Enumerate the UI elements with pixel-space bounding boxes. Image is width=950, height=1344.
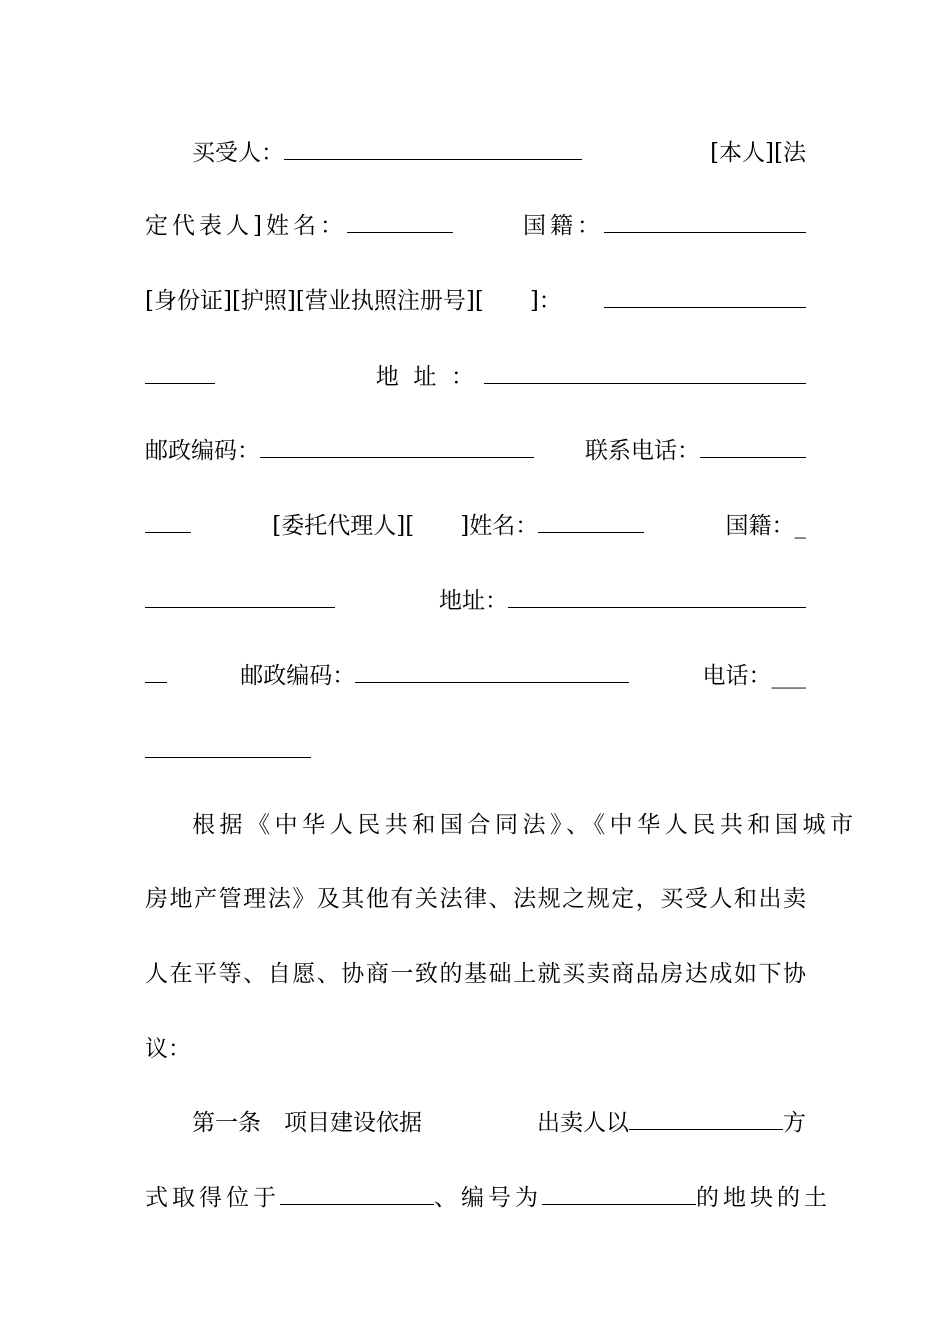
agent-phone-label: 电话：___ bbox=[702, 663, 806, 689]
preamble-line-4: 议： bbox=[145, 1036, 191, 1062]
buyer-label: 买受人： bbox=[192, 140, 284, 166]
agent-address-blank-cont[interactable] bbox=[145, 662, 167, 683]
buyer-address-line bbox=[145, 362, 806, 392]
article1-location-blank[interactable] bbox=[280, 1184, 434, 1205]
article1-text2a: 式取得位于 bbox=[145, 1185, 280, 1211]
agent-line bbox=[145, 511, 806, 541]
buyer-postal-line bbox=[145, 436, 806, 466]
buyer-postal-label: 邮政编码： bbox=[145, 438, 260, 464]
buyer-address-label: 地 址 ： bbox=[375, 364, 474, 390]
agent-postal-label: 邮政编码： bbox=[240, 663, 356, 689]
buyer-line bbox=[145, 138, 806, 168]
buyer-nationality-label: 国籍： bbox=[523, 213, 604, 239]
buyer-phone-blank[interactable] bbox=[700, 437, 806, 458]
agent-name-label: ]姓名： bbox=[460, 513, 539, 539]
buyer-nationality-blank[interactable] bbox=[604, 212, 806, 233]
article1-text2c: 的地块的土 bbox=[696, 1185, 831, 1211]
buyer-id-number-blank[interactable] bbox=[604, 287, 806, 308]
agent-postal-blank[interactable] bbox=[355, 662, 629, 683]
article1-method-blank[interactable] bbox=[629, 1109, 783, 1130]
agent-address-blank[interactable] bbox=[508, 587, 806, 608]
article1-text1: 出卖人以 bbox=[537, 1110, 629, 1136]
article1-text2b: 、编号为 bbox=[434, 1185, 542, 1211]
buyer-phone-blank-cont[interactable] bbox=[145, 512, 191, 533]
buyer-phone-label: 联系电话： bbox=[585, 438, 700, 464]
preamble-line-2: 房地产管理法》及其他有关法律、法规之规定，买受人和出卖 bbox=[145, 886, 806, 912]
buyer-id-types: [身份证][护照][营业执照注册号][ bbox=[145, 288, 484, 314]
article1-line-2 bbox=[145, 1183, 831, 1213]
agent-nationality-blank[interactable] bbox=[145, 587, 335, 608]
agent-label: [委托代理人][ bbox=[272, 513, 415, 539]
article1-parcel-number-blank[interactable] bbox=[542, 1184, 696, 1205]
buyer-rep-part1: [本人][法 bbox=[710, 140, 806, 166]
agent-address-line bbox=[145, 586, 806, 616]
agent-name-blank[interactable] bbox=[538, 512, 644, 533]
agent-nationality-label: 国籍：_ bbox=[725, 513, 806, 539]
buyer-rep-name-blank[interactable] bbox=[347, 212, 453, 233]
preamble-line-1: 根据《中华人民共和国合同法》、《中华人民共和国城市 bbox=[192, 812, 853, 838]
agent-phone-cont-line bbox=[145, 736, 806, 766]
agent-phone-blank-cont[interactable] bbox=[145, 737, 311, 758]
article1-title: 第一条 项目建设依据 bbox=[192, 1110, 422, 1136]
buyer-rep-line bbox=[145, 211, 806, 241]
buyer-address-blank[interactable] bbox=[484, 363, 806, 384]
article1-line-1 bbox=[145, 1108, 806, 1138]
preamble-line-3: 人在平等、自愿、协商一致的基础上就买卖商品房达成如下协 bbox=[145, 961, 806, 987]
buyer-id-close: ]： bbox=[529, 288, 562, 314]
buyer-postal-blank[interactable] bbox=[260, 437, 534, 458]
agent-address-label: 地址： bbox=[439, 588, 508, 614]
article1-text1-end: 方 bbox=[783, 1110, 806, 1136]
buyer-rep-part2: 定代表人]姓名： bbox=[145, 213, 347, 239]
buyer-id-number-blank-cont[interactable] bbox=[145, 363, 215, 384]
agent-postal-line bbox=[145, 661, 806, 691]
buyer-name-blank[interactable] bbox=[284, 139, 582, 160]
buyer-id-line bbox=[145, 286, 806, 316]
